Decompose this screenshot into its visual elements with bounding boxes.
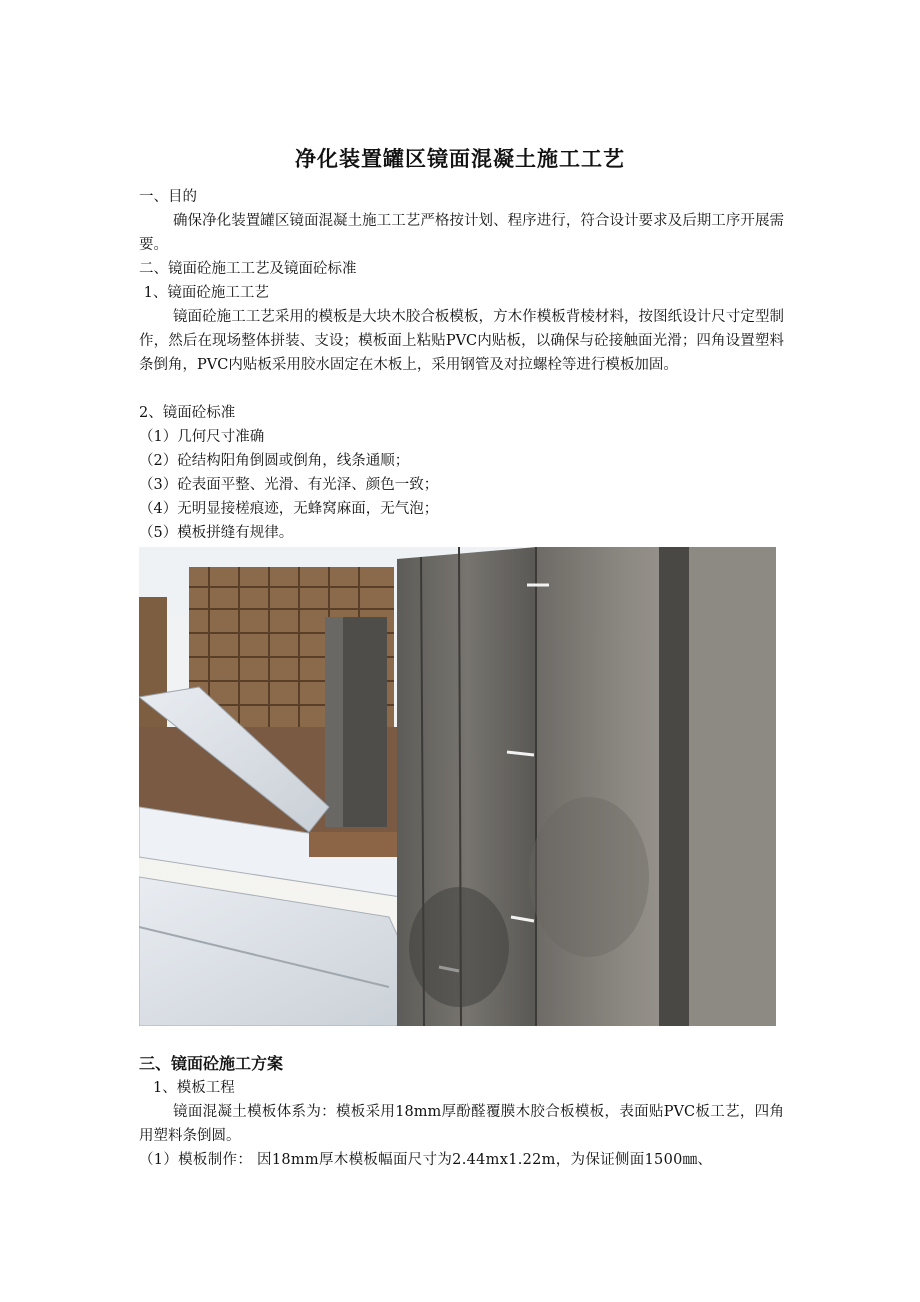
construction-photo bbox=[139, 547, 776, 1026]
standard-item-2: （2）砼结构阳角倒圆或倒角，线条通顺； bbox=[139, 453, 410, 469]
section-3-1-item-1: （1）模板制作： 因18mm厚木模板幅面尺寸为2.44mx1.22m，为保证侧面1500㎜、 bbox=[139, 1152, 713, 1168]
section-3-1-heading: 1、模板工程 bbox=[153, 1080, 235, 1096]
section-3-1-body: 镜面混凝土模板体系为：模板采用18mm厚酚醛覆膜木胶合板模板，表面贴PVC板工艺，四角用塑料条倒圆。 bbox=[139, 1104, 784, 1144]
section-2-heading: 二、镜面砼施工工艺及镜面砼标准 bbox=[139, 261, 357, 277]
standard-item-1: （1）几何尺寸准确 bbox=[139, 429, 265, 445]
standard-item-5: （5）模板拼缝有规律。 bbox=[139, 525, 294, 541]
section-2-1-body: 镜面砼施工工艺采用的模板是大块木胶合板模板，方木作模板背棱材料，按图纸设计尺寸定型制作，然后在现场整体拼装、支设；模板面上粘贴PVC内贴板，以确保与砼接触面光滑；四角设置塑料条倒角，PVC内贴板采用胶水固定在木板上，采用钢管及对拉螺栓等进行模板加固。 bbox=[139, 309, 784, 373]
standard-item-3: （3）砼表面平整、光滑、有光泽、颜色一致； bbox=[139, 477, 439, 493]
section-1-body: 确保净化装置罐区镜面混凝土施工工艺严格按计划、程序进行，符合设计要求及后期工序开展需要。 bbox=[139, 213, 784, 253]
section-2-1-heading: 1、镜面砼施工工艺 bbox=[139, 285, 269, 301]
section-3-heading: 三、镜面砼施工方案 bbox=[139, 1054, 284, 1073]
standard-item-4: （4）无明显接槎痕迹，无蜂窝麻面，无气泡； bbox=[139, 501, 439, 517]
section-2-2-heading: 2、镜面砼标准 bbox=[139, 405, 236, 421]
document-title: 净化装置罐区镜面混凝土施工工艺 bbox=[295, 147, 625, 171]
section-1-heading: 一、目的 bbox=[139, 189, 197, 205]
